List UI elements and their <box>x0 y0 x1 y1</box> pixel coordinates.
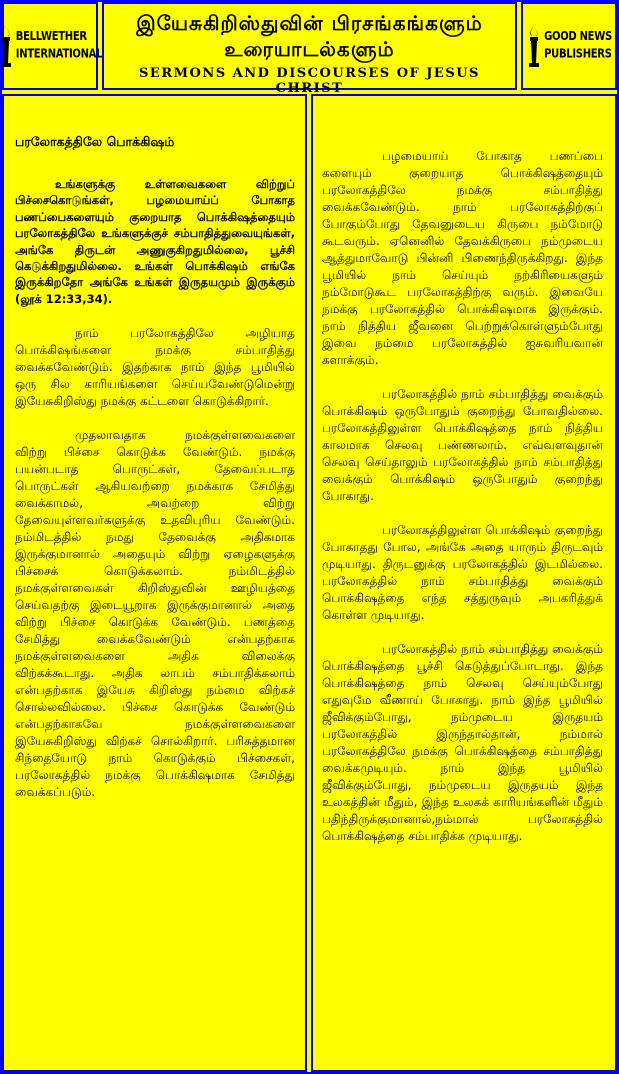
bellwether-line1: BELLWETHER <box>15 29 87 44</box>
paragraph: பரலோகத்தில் நாம் சம்பாதித்து வைக்கும் பொக்கிஷத்தை பூச்சி கெடுத்துப்போடாது. இந்த பொக்கிஷத்தை நாம் செலவு செய்யும்போது எதுவுமே வீணாய் போகாது. நாம் இந்த பூமியில் ஜீவிக்கும்போது, நம்முடைய இருதயம் பரலோகத்தில் இருந்தால்தான், நம்மால் பரலோகத்திலே நமக்கு பொக்கிஷத்தை சம்பாதித்து வைக்கமுடியும். நாம் இந்த பூமியில் ஜீவிக்கும்போது, நம்முடைய இருதயம் இந்த உலகத்தின் மீதும், இந்த உலகக் காரியங்களின் மீதும் பதிந்திருக்குமானால்,நம்மால் பரலோகத்தில் பொக்கிஷத்தை சம்பாதிக்க முடியாது. <box>322 642 603 843</box>
title-english: SERMONS AND DISCOURSES OF JESUS CHRIST <box>139 66 480 96</box>
paragraph: பரலோகத்தில் நாம் சம்பாதித்து வைக்கும் பொக்கிஷம் ஒருபோதும் குறைந்து போவதில்லை. பரலோகத்திலுள்ள பொக்கிஷத்தை நாம் நித்திய காலமாக செலவு பண்ணலாம். எவ்வளவுதான் செலவு செய்தாலும் பரலோகத்தில் நாம் சம்பாதித்து வைக்கும் பொக்கிஷம் ஒருபோதும் குறைந்து போகாது. <box>322 387 603 503</box>
paragraph: நாம் பரலோகத்திலே அழியாத பொக்கிஷங்களை நமக்கு சம்பாதித்து வைக்கவேண்டும். இதற்காக நாம் இந்த பூமியில் ஒரு சில காரியங்களை செய்யவேண்டுமென்று இயேசுகிறிஸ்து நமக்கு கட்டளை கொடுக்கிறார். <box>15 326 295 409</box>
scripture-verse: உங்களுக்கு உள்ளவைகளை விற்றுப் பிச்சைகொடுங்கள், பழமையாய்ப் போகாத பணப்பைகளையும் குறையாத பொக்கிஷத்தையும் பரலோகத்திலே உங்களுக்குச் சம்பாதித்துவையுங்கள், அங்கே திருடன் அணுகுகிறதுமில்லை, பூச்சி கெடுக்கிறதுமில்லை. உங்கள் பொக்கிஷம் எங்கே இருக்கிறதோ அங்கே உங்கள் இருதயமும் இருக்கும் (லூக் 12:33,34). <box>15 177 295 306</box>
torch-icon <box>526 23 542 69</box>
title-tamil-line1: இயேசுகிறிஸ்துவின் பிரசங்கங்களும் <box>136 11 483 35</box>
header <box>2 2 617 96</box>
bellwether-logo <box>2 2 103 90</box>
paragraph: பரலோகத்திலுள்ள பொக்கிஷம் குறைந்து போகாதது போல, அங்கே அதை யாரும் திருடவும் முடியாது. திருடனுக்கு பரலோகத்தில் இடமில்லை. பரலோகத்தில் நாம் சம்பாதித்து வைக்கும் பொக்கிஷத்தை எந்த சத்துருவும் அபகரித்துக் கொள்ள முடியாது. <box>322 523 603 622</box>
torch-icon <box>0 23 14 69</box>
good-news-line1: GOOD NEWS <box>544 29 612 44</box>
title-tamil-line2: உரையாடல்களும் <box>224 37 395 61</box>
paragraph: முதலாவதாக நமக்குள்ளவைகளை விற்று பிச்சை கொடுக்க வேண்டும். நமக்கு பயன்படாத பொருட்கள், தேவைப்படாத பொருட்கள் ஆகியவற்றை நமக்காக சேமித்து வைக்காமல், அவற்றை விற்று தேவையுள்ளவர்களுக்கு உதவிபுரிய வேண்டும். நம்மிடத்தில் நமது தேவைக்கு அதிகமாக இருக்குமானால் அதையும் விற்று ஏழைகளுக்கு பிச்சைக் கொடுக்கலாம். நம்மிடத்தில் நமக்குள்ளவைகள் கிறிஸ்துவின் ஊழியத்தை செய்வதற்கு இடையூறாக இருக்குமானால் அதை விற்று பிச்சை கொடுக்க வேண்டும். பணத்தை சேமித்து வைக்கவேண்டும் என்பதற்காக நமக்குள்ளவைகளை அதிக விலைக்கு விற்கக்கூடாது. அதிக லாபம் சம்பாதிக்கலாம் என்பதற்காக இயேசு கிறிஸ்து நம்மை விற்கச் சொல்லவில்லை. பிச்சை கொடுக்க வேண்டும் என்பதற்காகவே நமக்குள்ளவைகளை இயேசுகிறிஸ்து விற்கச் சொல்கிறார். பரிசுத்தமான சிந்தையோடு நாம் கொடுக்கும் பிச்சைகள், பரலோகத்தில் நமக்கு பொக்கிஷமாக சேமித்து வைக்கப்படும். <box>15 428 295 800</box>
right-column <box>311 94 617 1072</box>
left-column <box>2 94 307 1072</box>
bellwether-line2: INTERNATIONAL <box>15 47 103 61</box>
section-heading: பரலோகத்திலே பொக்கிஷம் <box>15 134 175 149</box>
good-news-line2: PUBLISHERS <box>544 47 612 61</box>
paragraph: பழமையாய் போகாத பணப்பை களையும் குறையாத பொக்கிஷத்தையும் பரலோகத்திலே நமக்கு சம்பாதித்து வைக்கவேண்டும். நாம் பரலோகத்திற்குப் போகும்போது தேவனுடைய கிருபை நம்மோடு கூடவரும். ஏனெனில் தேவக்கிருபை நம்முடைய ஆத்துமாவோடு பின்னி பிணைந்திருக்கிறது. இந்த பூமியில் நாம் செய்யும் நற்கிரியைகளும் நம்மோடுகூட பரலோகத்திற்கு வரும். இவையே நமக்கு பரலோகத்தில் பொக்கிஷமாக இருக்கும். நாம் நித்திய ஜீவனை பெற்றுக்கொள்ளும்போது இவை நம்மை பரலோகத்தில் ஐசுவரியவான் களாக்கும். <box>322 149 603 367</box>
title-block <box>102 2 517 96</box>
good-news-logo <box>521 2 617 90</box>
